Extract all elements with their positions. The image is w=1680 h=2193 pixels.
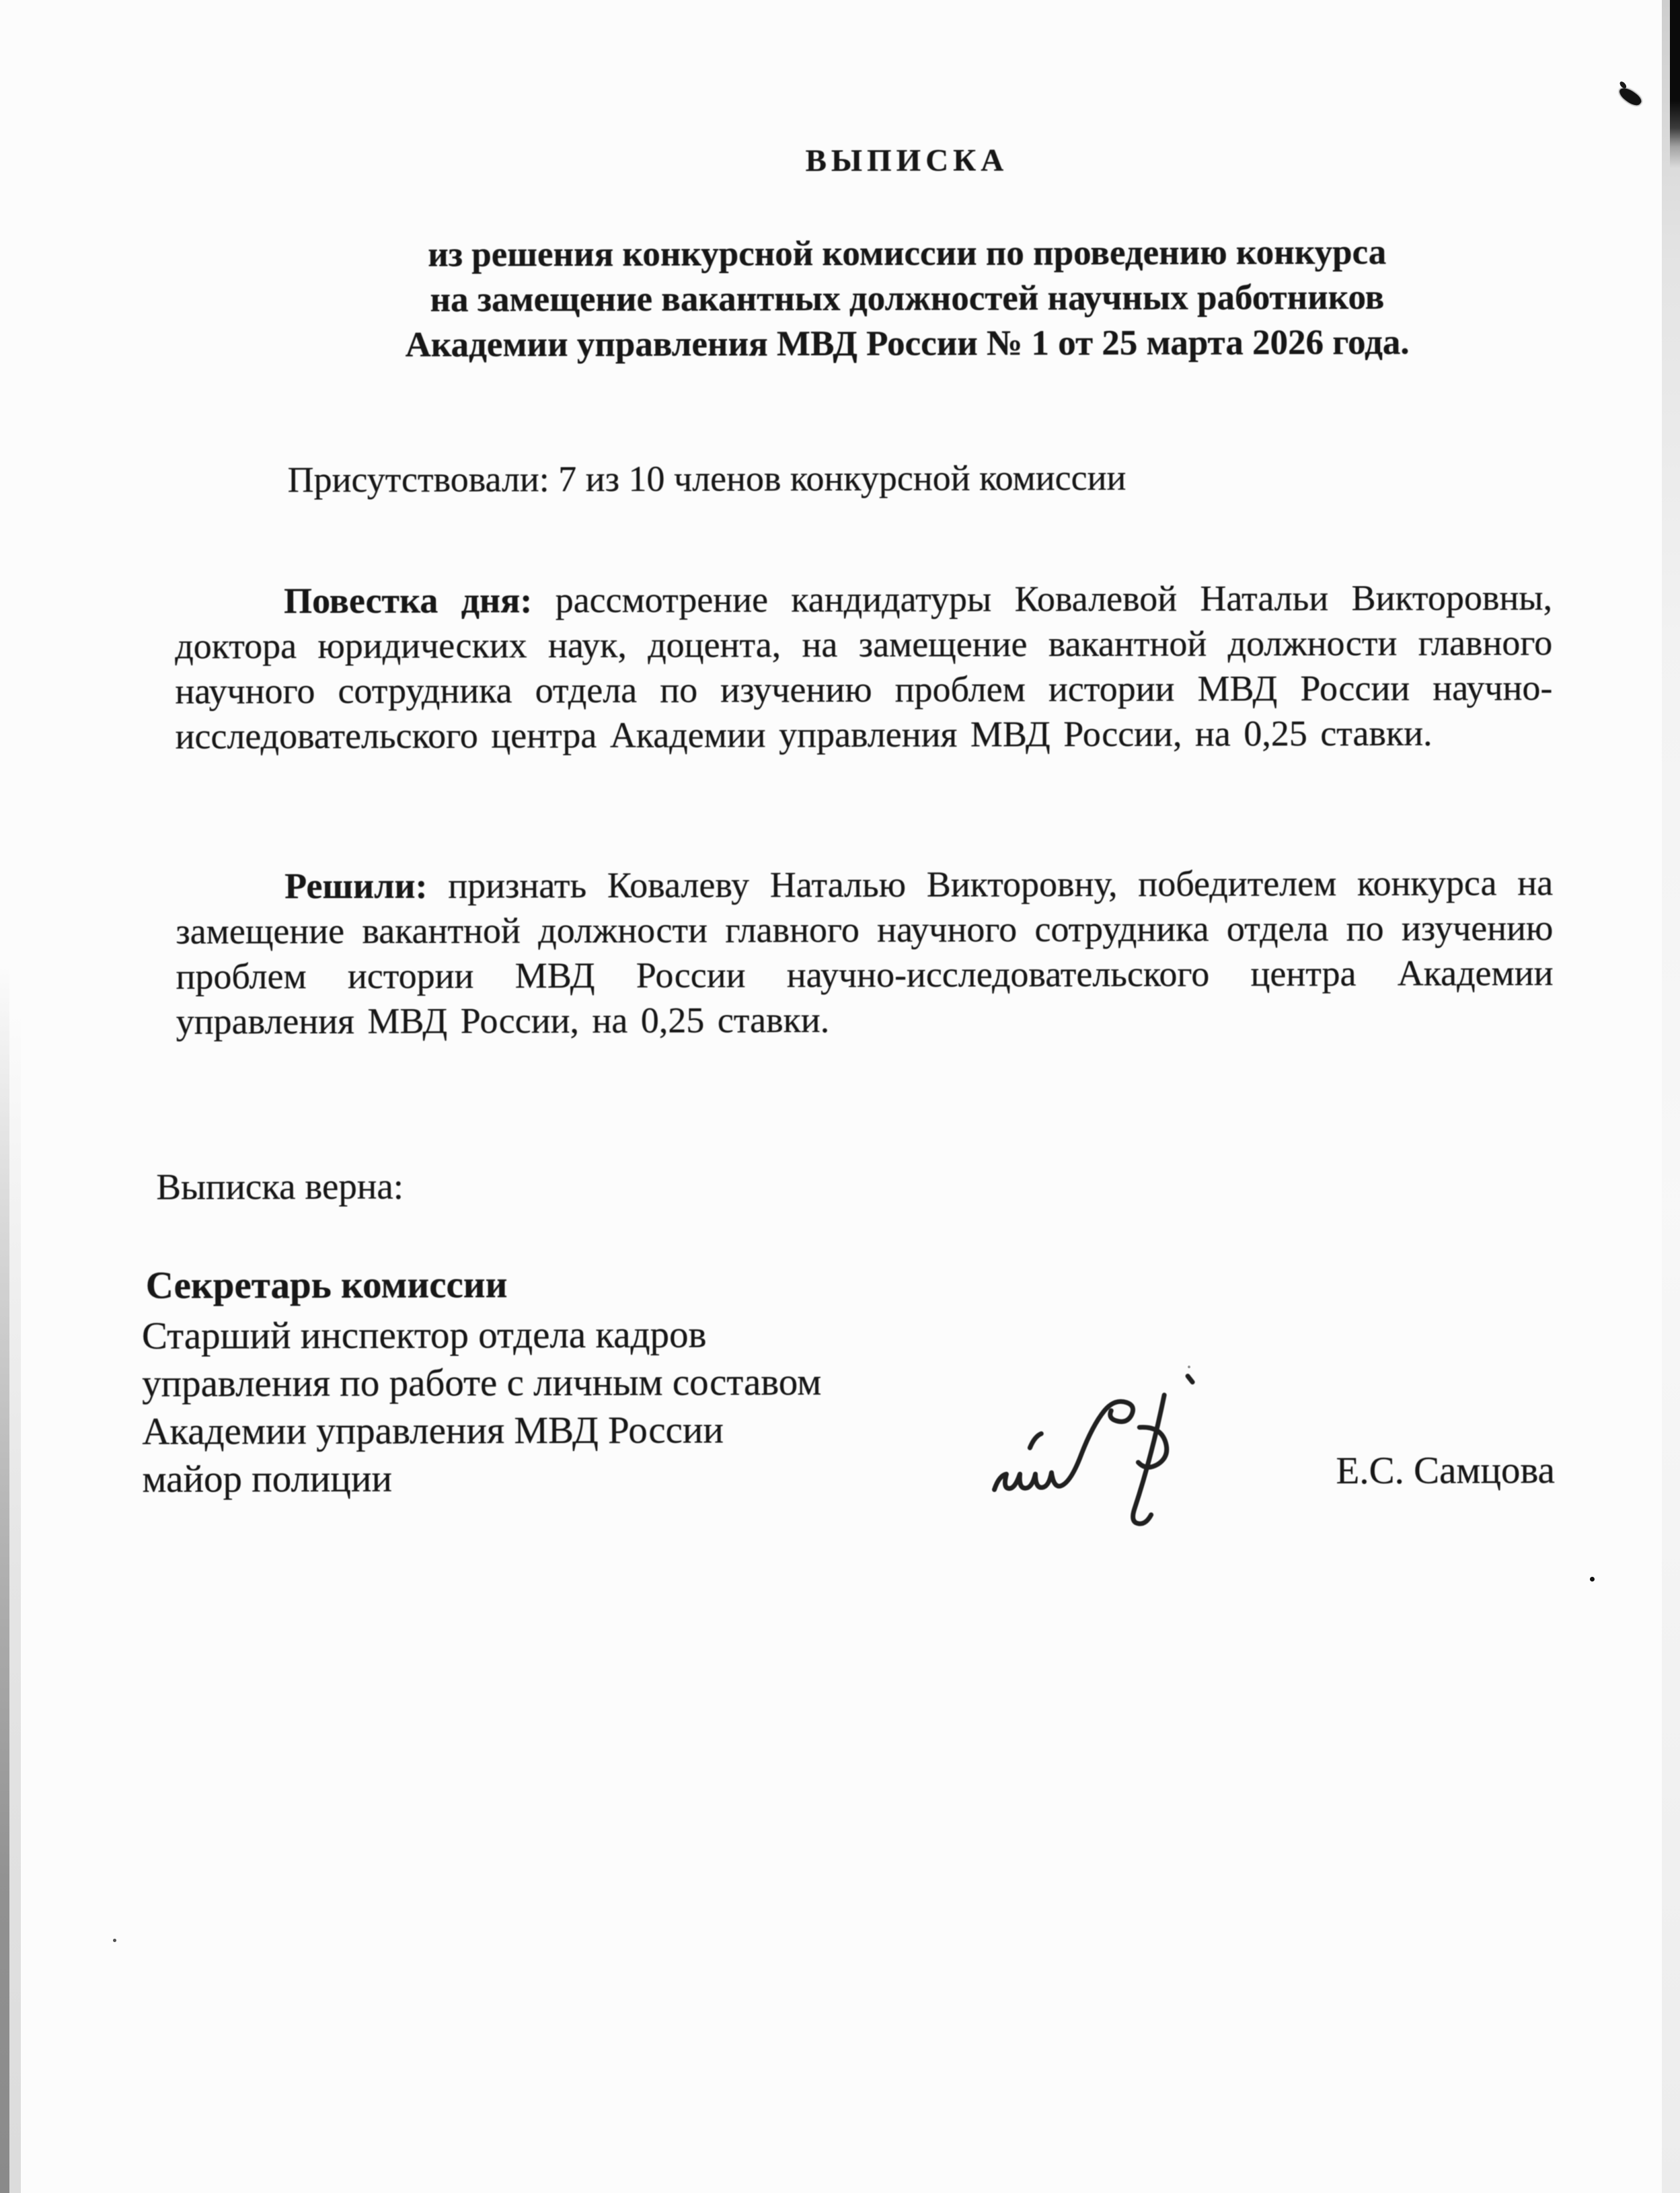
signatory-role-line: управления по работе с личным составом [142, 1361, 822, 1405]
signatory-role-line: Академии управления МВД России [142, 1409, 724, 1453]
subtitle-line: на замещение вакантных должностей научных работников [430, 277, 1385, 320]
decision-paragraph [176, 860, 1554, 1044]
signatory-role-lines [142, 1310, 822, 1503]
decision-label: Решили: [284, 865, 428, 907]
decision-text: признать Ковалеву Наталью Викторовну, победителем конкурса на замещение вакантной должности главного научного сотрудника отдела по изучению проблем истории МВД России научно-исследовательского центра Академии управления МВД России, на 0,25 ставки. [176, 862, 1554, 1042]
signatory-role-line: Старший инспектор отдела кадров [141, 1313, 707, 1358]
agenda-text: рассмотрение кандидатуры Ковалевой Натальи Викторовны, доктора юридических наук, доцента, на замещение вакантной должности главного научного сотрудника отдела по изучению проблем истории МВД России научно-исследовательского центра Академии управления МВД России, на 0,25 ставки. [175, 577, 1553, 757]
agenda-label: Повестка дня: [283, 580, 533, 622]
document-subtitle [235, 229, 1580, 368]
agenda-paragraph [175, 575, 1553, 759]
signatory-role-title: Секретарь комиссии [145, 1263, 508, 1307]
subtitle-line: из решения конкурсной комиссии по проведению конкурса [428, 232, 1387, 274]
signatory-name: Е.С. Самцова [1336, 1449, 1555, 1493]
certification-line: Выписка верна: [156, 1165, 404, 1207]
subtitle-line: Академии управления МВД России № 1 от 25 марта 2026 года. [405, 322, 1410, 365]
document-title: ВЫПИСКА [805, 143, 1009, 179]
signatory-role-line: майор полиции [142, 1457, 393, 1501]
handwritten-signature [959, 1361, 1343, 1536]
attendance-line: Присутствовали: 7 из 10 членов конкурсной комиссии [287, 457, 1127, 500]
